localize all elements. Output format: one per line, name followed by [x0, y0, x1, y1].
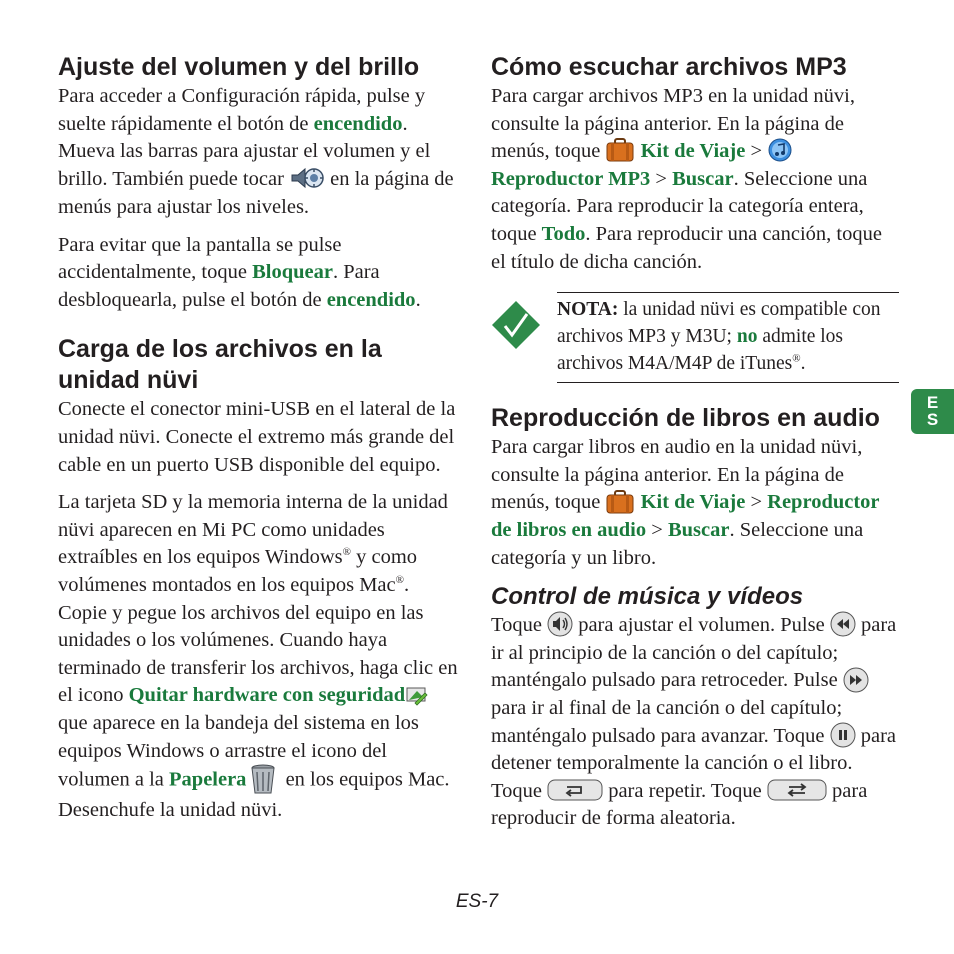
language-tab [911, 389, 954, 434]
check-note-icon [491, 300, 541, 355]
heading-music-video-control: Control de música y vídeos [491, 583, 804, 611]
paragraph-mp3: Para cargar archivos MP3 en la unidad nüvi, consulte la página anterior. En la página de menús, toque Kit de Viaje > Reproductor MP3 > Buscar. Seleccione una categoría. Para reproducir la categoría entera, toque Todo. Para reproducir una canción, toque el título de dicha canción. [491, 85, 882, 273]
suitcase-icon [605, 489, 635, 515]
pause-icon [830, 722, 856, 748]
paragraph-controls: Toque para ajustar el volumen. Pulse para ir al principio de la canción o del capítulo; manténgalo pulsado para retroceder. Pulse para ir al final de la canción o del capítulo; manténgalo pulsado para avanzar. Toque para detener temporalmente la canción o el libro. Toque para repetir. Toque para reproducir de forma aleatoria. [491, 612, 899, 833]
language-tab-letter: S [926, 410, 939, 429]
paragraph-usb: Conecte el conector mini-USB en el lateral de la unidad nüvi. Conecte el extremo más grande del cable en un puerto USB disponible del equipo. [58, 398, 456, 476]
safely-remove-hardware-icon [405, 683, 429, 707]
suitcase-icon [605, 137, 635, 163]
music-note-icon [767, 137, 793, 163]
keyword-buscar: Buscar [667, 518, 730, 541]
keyword-no: no [736, 326, 758, 348]
note-block [491, 292, 899, 383]
keyword-kit-de-viaje: Kit de Viaje [640, 491, 746, 514]
note-text: NOTA: la unidad nüvi es compatible con archivos MP3 y M3U; no admite los archivos M4A/M4P de iTunes®. [557, 299, 881, 375]
heading-volume-brightness: Ajuste del volumen y del brillo [58, 53, 420, 81]
heading-audiobooks: Reproducción de libros en audio [491, 404, 880, 433]
volume-icon [547, 611, 573, 637]
heading-mp3: Cómo escuchar archivos MP3 [491, 53, 847, 81]
trash-icon [246, 763, 280, 795]
right-column [491, 52, 899, 833]
rewind-icon [830, 611, 856, 637]
keyword-todo: Todo [541, 222, 586, 245]
paragraph-volume: Para acceder a Configuración rápida, pulse y suelte rápidamente el botón de encendido. Mueva las barras para ajustar el volumen y el brillo. También puede tocar en la página de menús para ajustar los niveles. [58, 85, 454, 219]
left-column [58, 52, 463, 825]
paragraph-audiobooks: Para cargar libros en audio en la unidad nüvi, consulte la página anterior. En la página de menús, toque Kit de Viaje > Reproductor de libros en audio > Buscar. Seleccione una categoría y un libro. [491, 436, 880, 569]
keyword-buscar: Buscar [672, 167, 734, 190]
shuffle-icon [767, 779, 827, 801]
keyword-safely-remove: Quitar hardware con seguridad [128, 684, 406, 707]
keyword-kit-de-viaje: Kit de Viaje [640, 140, 746, 163]
paragraph-transfer: La tarjeta SD y la memoria interna de la unidad nüvi aparecen en Mi PC como unidades extraíbles en los equipos Windows® y como volúmenes montados en los equipos Mac®. Copie y pegue los archivos del equipo en las unidades o los volúmenes. Cuando haya terminado de transferir los archivos, haga clic en el icono Quitar hardware con seguridad que aparece en la bandeja del sistema en los equipos Windows o arrastre el icono del volumen a la Papelera en los equipos Mac. Desenchufe la unidad nüvi. [58, 491, 458, 822]
page-number: ES-7 [455, 891, 499, 912]
paragraph-lock: Para evitar que la pantalla se pulse accidentalmente, toque Bloquear. Para desbloquearla, pulse el botón de encendido. [58, 233, 421, 311]
language-tab-letter: E [926, 393, 939, 412]
brightness-settings-icon [289, 164, 325, 192]
fast-forward-icon [843, 667, 869, 693]
keyword-bloquear: Bloquear [252, 261, 333, 284]
repeat-icon [547, 779, 603, 801]
heading-load-files: Carga de los archivos en la unidad nüvi [58, 335, 382, 395]
keyword-reproductor-mp3: Reproductor MP3 [491, 167, 651, 190]
keyword-encendido: encendido [313, 112, 403, 135]
keyword-papelera: Papelera [169, 768, 247, 791]
keyword-encendido: encendido [326, 288, 416, 311]
keyword-reproductor-libros: Reproductor de libros en audio [491, 491, 880, 541]
